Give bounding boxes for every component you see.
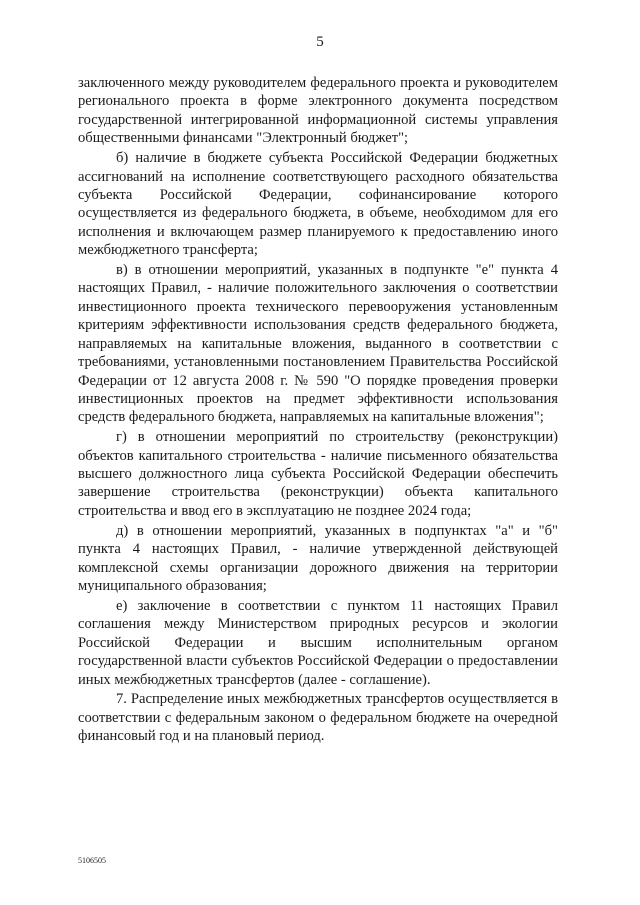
paragraph-item-g: г) в отношении мероприятий по строительству (реконструкции) объектов капитального строительства - наличие письменного обязательства высшего должностного лица субъекта Российской Федерации обеспечить завершение строительства (реконструкции) объекта капитального строительства и ввод его в эксплуатацию не позднее 2024 года; <box>78 429 558 519</box>
page-number: 5 <box>316 34 324 50</box>
paragraph-item-b: б) наличие в бюджете субъекта Российской Федерации бюджетных ассигнований на исполнение соответствующего расходного обязательства субъекта Российской Федерации, софинансирование которого осуществляется из федерального бюджета, в объеме, необходимом для его исполнения и включающем размер планируемого к предоставлению иного межбюджетного трансферта; <box>78 150 558 259</box>
document-body <box>78 74 558 747</box>
paragraph-item-d: д) в отношении мероприятий, указанных в подпунктах "а" и "б" пункта 4 настоящих Правил, - наличие утвержденной действующей комплексной схемы организации дорожного движения на территории муниципального образования; <box>78 522 558 594</box>
paragraph-7: 7. Распределение иных межбюджетных трансфертов осуществляется в соответствии с федеральным законом о федеральном бюджете на очередной финансовый год и на плановый период. <box>78 691 558 745</box>
paragraph-continuation: заключенного между руководителем федерального проекта и руководителем регионального проекта в форме электронного документа посредством государственной интегрированной информационной системы управления общественными финансами "Электронный бюджет"; <box>78 75 558 147</box>
paragraph-item-v: в) в отношении мероприятий, указанных в подпункте "е" пункта 4 настоящих Правил, - наличие положительного заключения о соответствии инвестиционного проекта технического перевооружения установленным критериям эффективности использования средств федерального бюджета, направляемых на капитальные вложения, выданного в соответствии с требованиями, установленными постановлением Правительства Российской Федерации от 12 августа 2008 г. № 590 "О порядке проведения проверки инвестиционных проектов на предмет эффективности использования средств федерального бюджета, направляемых на капитальные вложения"; <box>78 262 558 426</box>
paragraph-item-e: е) заключение в соответствии с пунктом 11 настоящих Правил соглашения между Министерством природных ресурсов и экологии Российской Федерации и высшим исполнительным органом государственной власти субъектов Российской Федерации о предоставлении иных межбюджетных трансфертов (далее - соглашение). <box>78 597 558 688</box>
document-code: 5106505 <box>78 856 106 865</box>
